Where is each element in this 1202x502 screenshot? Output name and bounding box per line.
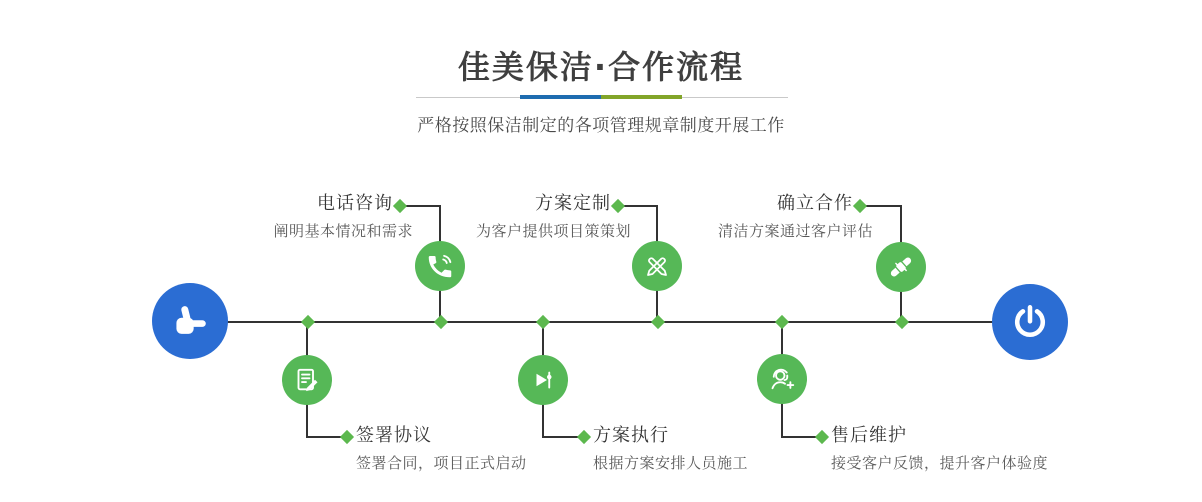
step-title: 电话咨询 — [317, 193, 393, 214]
label-node-diamond — [815, 430, 829, 444]
end-node — [992, 284, 1068, 360]
label-node-diamond — [393, 199, 407, 213]
divider-blue-segment — [520, 95, 601, 99]
page-title: 佳美保洁·合作流程 — [457, 48, 745, 86]
timeline-node-diamond — [434, 315, 448, 329]
timeline-node-diamond — [775, 315, 789, 329]
step-title: 签署协议 — [356, 425, 432, 446]
step-description: 签署合同，项目正式启动 — [356, 454, 527, 472]
play-slider-icon — [528, 365, 558, 395]
step-label-sign-agreement — [356, 425, 527, 473]
design-tools-icon — [642, 251, 672, 281]
phone-icon — [425, 251, 455, 281]
step-description: 阐明基本情况和需求 — [273, 222, 413, 240]
step-description: 根据方案安排人员施工 — [593, 454, 749, 472]
step-label-establish-cooperation — [717, 193, 873, 241]
step-label-plan-execution — [593, 425, 748, 473]
handshake-icon — [885, 251, 917, 283]
power-icon — [1009, 301, 1051, 343]
step-title: 方案执行 — [593, 425, 669, 446]
step-title: 方案定制 — [535, 193, 611, 214]
step-icon-circle — [282, 355, 332, 405]
timeline-node-diamond — [895, 315, 909, 329]
divider-green-segment — [601, 95, 682, 99]
step-icon-circle — [415, 241, 465, 291]
pointing-hand-icon — [168, 299, 212, 343]
step-label-aftersales-maintenance — [831, 425, 1048, 473]
start-node — [152, 283, 228, 359]
step-label-plan-customization — [475, 193, 631, 241]
step-title: 确立合作 — [777, 193, 853, 214]
step-description: 清洁方案通过客户评估 — [717, 222, 873, 240]
label-node-diamond — [340, 430, 354, 444]
step-icon-circle — [518, 355, 568, 405]
timeline-node-diamond — [651, 315, 665, 329]
step-description: 为客户提供项目策策划 — [475, 222, 631, 240]
step-title: 售后维护 — [831, 425, 907, 446]
step-icon-circle — [757, 354, 807, 404]
step-icon-circle — [632, 241, 682, 291]
label-node-diamond — [577, 430, 591, 444]
label-node-diamond — [611, 199, 625, 213]
label-node-diamond — [853, 199, 867, 213]
customer-service-icon — [767, 364, 797, 394]
contract-icon — [292, 365, 322, 395]
step-icon-circle — [876, 242, 926, 292]
step-description: 接受客户反馈，提升客户体验度 — [831, 454, 1049, 472]
page-subtitle: 严格按照保洁制定的各项管理规章制度开展工作 — [417, 116, 785, 136]
timeline-node-diamond — [301, 315, 315, 329]
timeline-node-diamond — [536, 315, 550, 329]
step-label-phone-consultation — [273, 193, 413, 241]
